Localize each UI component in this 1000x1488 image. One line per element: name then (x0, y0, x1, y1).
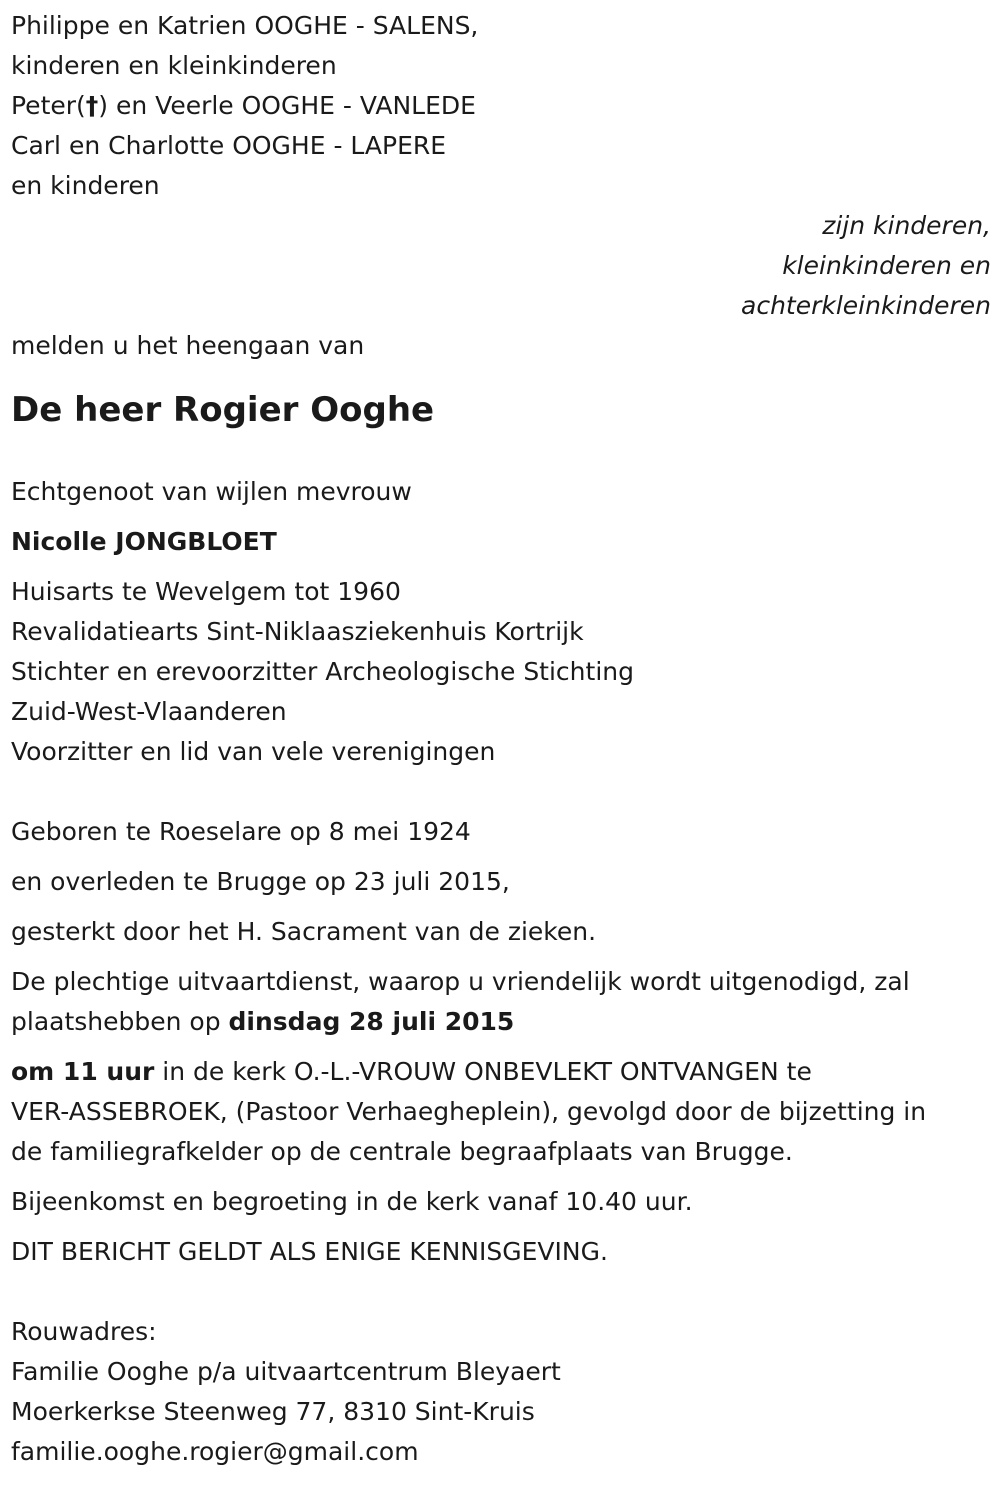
title-line-2: Revalidatiearts Sint-Niklaasziekenhuis Kortrijk (11, 617, 584, 646)
spouse-name: Nicolle JONGBLOET (11, 527, 277, 556)
obituary-notice (11, 6, 991, 1472)
sacrament-text: gesterkt door het H. Sacrament van de zieken. (11, 917, 597, 946)
funeral-intro: De plechtige uitvaartdienst, waarop u vriendelijk wordt uitgenodigd, zal (11, 967, 910, 996)
funeral-time: om 11 uur (11, 1057, 155, 1086)
spouse-intro: Echtgenoot van wijlen mevrouw (11, 477, 412, 506)
address-label: Rouwadres: (11, 1317, 157, 1346)
relation-line-1: zijn kinderen, (822, 211, 991, 240)
died-text: en overleden te Brugge op 23 juli 2015, (11, 867, 510, 896)
family-peter-suffix: ) en Veerle OOGHE - VANLEDE (98, 91, 476, 120)
family-line-3 (11, 86, 991, 126)
title-line-3: Stichter en erevoorzitter Archeologische Stichting (11, 657, 634, 686)
relation-line-3: achterkleinkinderen (741, 291, 991, 320)
funeral-time-line (11, 1052, 991, 1092)
born-text: Geboren te Roeselare op 8 mei 1924 (11, 817, 471, 846)
family-line-5: en kinderen (11, 171, 160, 200)
relation-line-2: kleinkinderen en (782, 251, 991, 280)
title-line-5: Voorzitter en lid van vele verenigingen (11, 737, 496, 766)
family-line-1: Philippe en Katrien OOGHE - SALENS, (11, 11, 479, 40)
address-line-1: Familie Ooghe p/a uitvaartcentrum Bleyaert (11, 1357, 561, 1386)
notice-text: DIT BERICHT GELDT ALS ENIGE KENNISGEVING. (11, 1237, 608, 1266)
cross-icon: † (85, 91, 99, 120)
funeral-location-1: in de kerk O.-L.-VROUW ONBEVLEKT ONTVANGEN te (154, 1057, 812, 1086)
funeral-location-2: VER-ASSEBROEK, (Pastoor Verhaegheplein), gevolgd door de bijzetting in (11, 1097, 927, 1126)
family-peter-prefix: Peter( (11, 91, 86, 120)
title-line-1: Huisarts te Wevelgem tot 1960 (11, 577, 401, 606)
funeral-location-3: de familiegrafkelder op de centrale begraafplaats van Brugge. (11, 1137, 793, 1166)
family-line-2: kinderen en kleinkinderen (11, 51, 337, 80)
address-line-2: Moerkerkse Steenweg 77, 8310 Sint-Kruis (11, 1397, 535, 1426)
family-line-4: Carl en Charlotte OOGHE - LAPERE (11, 131, 447, 160)
deceased-name: De heer Rogier Ooghe (11, 390, 435, 430)
funeral-date-line (11, 1002, 991, 1042)
announce-text: melden u het heengaan van (11, 331, 365, 360)
title-line-4: Zuid-West-Vlaanderen (11, 697, 287, 726)
funeral-date-prefix: plaatshebben op (11, 1007, 229, 1036)
address-email[interactable]: familie.ooghe.rogier@gmail.com (11, 1437, 419, 1466)
gathering-text: Bijeenkomst en begroeting in de kerk vanaf 10.40 uur. (11, 1187, 693, 1216)
funeral-date: dinsdag 28 juli 2015 (228, 1007, 515, 1036)
